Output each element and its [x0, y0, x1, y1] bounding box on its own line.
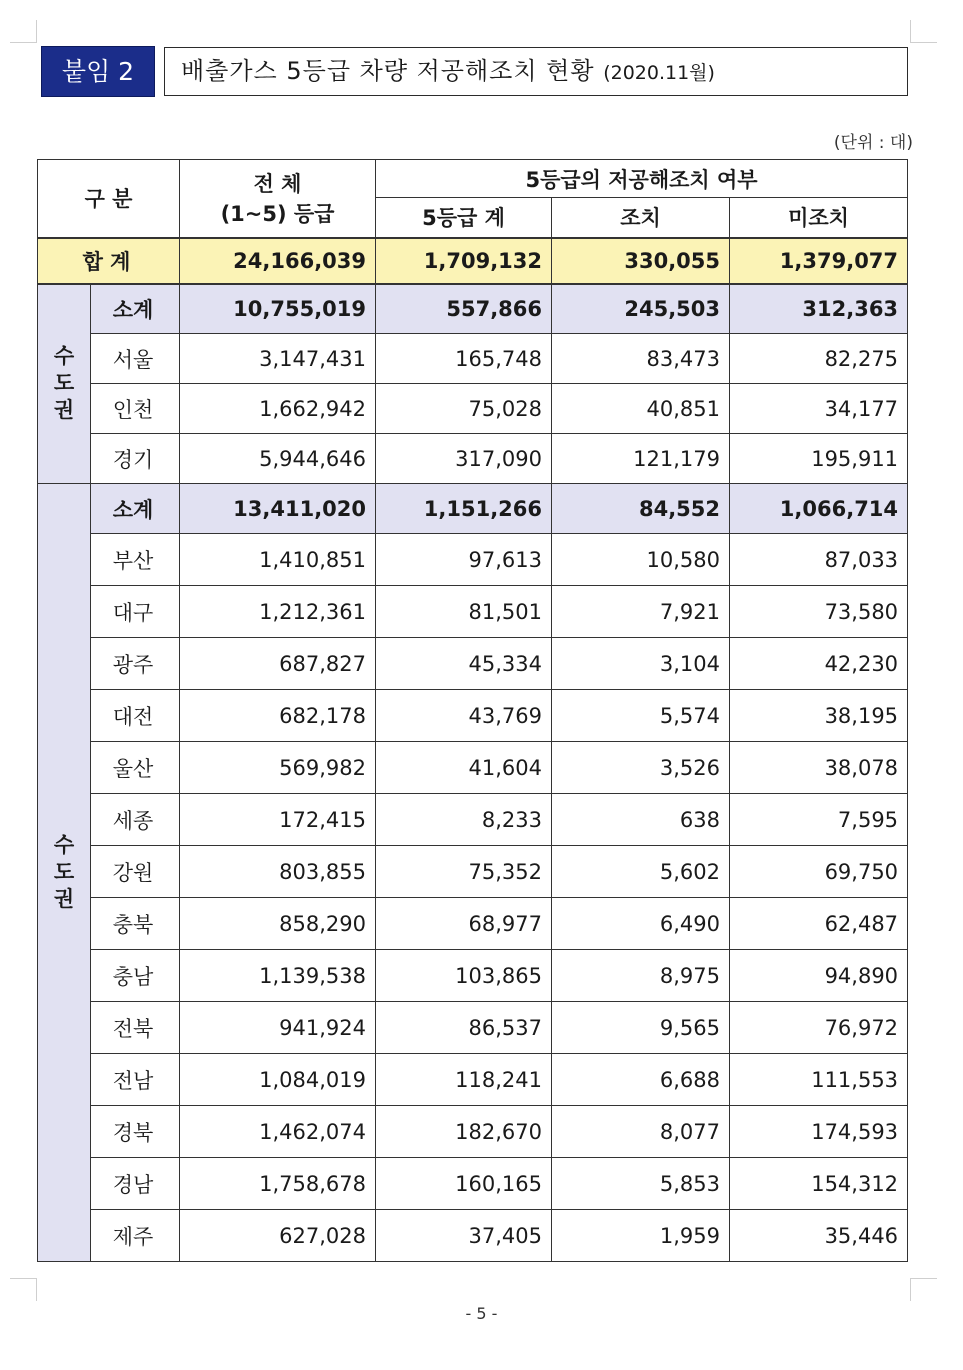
- table-row: [38, 794, 908, 846]
- table-row: [38, 846, 908, 898]
- row-cell: 160,165: [376, 1158, 552, 1210]
- table-row: [38, 1210, 908, 1262]
- total-cell: 1,709,132: [376, 238, 552, 284]
- header-total: [180, 160, 376, 238]
- row-cell: 62,487: [730, 898, 908, 950]
- table-row: [38, 638, 908, 690]
- subtotal-label: 소계: [91, 284, 180, 334]
- vehicle-table: [37, 159, 908, 1262]
- row-cell: 8,077: [552, 1106, 730, 1158]
- row-name: 인천: [91, 384, 180, 434]
- row-cell: 1,758,678: [180, 1158, 376, 1210]
- row-cell: 1,662,942: [180, 384, 376, 434]
- table-row: [38, 434, 908, 484]
- row-cell: 111,553: [730, 1054, 908, 1106]
- header-category: 구 분: [38, 160, 180, 238]
- row-name: 세종: [91, 794, 180, 846]
- row-cell: 86,537: [376, 1002, 552, 1054]
- row-cell: 803,855: [180, 846, 376, 898]
- row-name: 서울: [91, 334, 180, 384]
- row-cell: 118,241: [376, 1054, 552, 1106]
- row-cell: 1,212,361: [180, 586, 376, 638]
- total-cell: 1,379,077: [730, 238, 908, 284]
- row-cell: 174,593: [730, 1106, 908, 1158]
- table-row: [38, 586, 908, 638]
- row-cell: 9,565: [552, 1002, 730, 1054]
- subtotal-cell: 84,552: [552, 484, 730, 534]
- row-cell: 76,972: [730, 1002, 908, 1054]
- row-cell: 40,851: [552, 384, 730, 434]
- row-cell: 195,911: [730, 434, 908, 484]
- table-row: [38, 690, 908, 742]
- crop-mark-top-left: [10, 20, 37, 43]
- row-cell: 687,827: [180, 638, 376, 690]
- attachment-badge: 붙임 2: [42, 47, 154, 96]
- row-cell: 317,090: [376, 434, 552, 484]
- header-total-line1: 전 체: [253, 172, 302, 197]
- row-cell: 35,446: [730, 1210, 908, 1262]
- table-row: [38, 1054, 908, 1106]
- row-cell: 45,334: [376, 638, 552, 690]
- row-cell: 627,028: [180, 1210, 376, 1262]
- row-name: 대전: [91, 690, 180, 742]
- row-cell: 3,104: [552, 638, 730, 690]
- row-name: 강원: [91, 846, 180, 898]
- header-total-line2: (1~5) 등급: [220, 202, 335, 227]
- row-cell: 94,890: [730, 950, 908, 1002]
- row-cell: 154,312: [730, 1158, 908, 1210]
- row-cell: 5,944,646: [180, 434, 376, 484]
- subtotal-cell: 10,755,019: [180, 284, 376, 334]
- row-cell: 73,580: [730, 586, 908, 638]
- row-name: 경남: [91, 1158, 180, 1210]
- subtotal-row: [38, 284, 908, 334]
- row-cell: 83,473: [552, 334, 730, 384]
- row-cell: 43,769: [376, 690, 552, 742]
- row-name: 울산: [91, 742, 180, 794]
- row-cell: 103,865: [376, 950, 552, 1002]
- subtotal-cell: 312,363: [730, 284, 908, 334]
- row-cell: 941,924: [180, 1002, 376, 1054]
- row-cell: 38,078: [730, 742, 908, 794]
- table-row: [38, 950, 908, 1002]
- row-cell: 38,195: [730, 690, 908, 742]
- region-label: 수 도 권: [38, 284, 91, 484]
- row-cell: 75,352: [376, 846, 552, 898]
- row-name: 광주: [91, 638, 180, 690]
- crop-mark-bottom-left: [10, 1278, 37, 1301]
- row-cell: 41,604: [376, 742, 552, 794]
- row-cell: 3,526: [552, 742, 730, 794]
- row-name: 전남: [91, 1054, 180, 1106]
- subtotal-row: [38, 484, 908, 534]
- subtotal-label: 소계: [91, 484, 180, 534]
- table-row: [38, 898, 908, 950]
- table-row: [38, 1106, 908, 1158]
- header-grade5-total: 5등급 계: [376, 198, 552, 238]
- row-cell: 10,580: [552, 534, 730, 586]
- row-name: 충남: [91, 950, 180, 1002]
- row-name: 부산: [91, 534, 180, 586]
- table-row: [38, 1002, 908, 1054]
- table-row: [38, 334, 908, 384]
- row-cell: 569,982: [180, 742, 376, 794]
- row-name: 대구: [91, 586, 180, 638]
- unit-note: (단위 : 대): [833, 133, 913, 153]
- row-cell: 5,853: [552, 1158, 730, 1210]
- subtotal-cell: 1,066,714: [730, 484, 908, 534]
- region-label: 수 도 권: [38, 484, 91, 1262]
- row-cell: 97,613: [376, 534, 552, 586]
- subtotal-cell: 13,411,020: [180, 484, 376, 534]
- row-cell: 172,415: [180, 794, 376, 846]
- total-row: [38, 238, 908, 284]
- row-cell: 182,670: [376, 1106, 552, 1158]
- row-cell: 1,410,851: [180, 534, 376, 586]
- header-done: 조치: [552, 198, 730, 238]
- row-cell: 42,230: [730, 638, 908, 690]
- table-row: [38, 1158, 908, 1210]
- row-name: 전북: [91, 1002, 180, 1054]
- row-cell: 8,975: [552, 950, 730, 1002]
- row-cell: 34,177: [730, 384, 908, 434]
- row-cell: 682,178: [180, 690, 376, 742]
- row-cell: 5,602: [552, 846, 730, 898]
- table-row: [38, 534, 908, 586]
- crop-mark-bottom-right: [910, 1278, 937, 1301]
- row-name: 경북: [91, 1106, 180, 1158]
- title-text: 배출가스 5등급 차량 저공해조치 현황: [181, 57, 595, 85]
- row-cell: 7,595: [730, 794, 908, 846]
- table-row: [38, 742, 908, 794]
- row-cell: 165,748: [376, 334, 552, 384]
- header-not-done: 미조치: [730, 198, 908, 238]
- row-name: 경기: [91, 434, 180, 484]
- row-cell: 6,688: [552, 1054, 730, 1106]
- row-cell: 1,139,538: [180, 950, 376, 1002]
- row-name: 충북: [91, 898, 180, 950]
- row-cell: 1,084,019: [180, 1054, 376, 1106]
- row-cell: 1,959: [552, 1210, 730, 1262]
- row-cell: 7,921: [552, 586, 730, 638]
- page-number: - 5 -: [465, 1304, 498, 1323]
- row-cell: 8,233: [376, 794, 552, 846]
- row-cell: 82,275: [730, 334, 908, 384]
- row-cell: 75,028: [376, 384, 552, 434]
- row-cell: 638: [552, 794, 730, 846]
- total-label: 합 계: [38, 238, 180, 284]
- subtotal-cell: 557,866: [376, 284, 552, 334]
- row-cell: 1,462,074: [180, 1106, 376, 1158]
- table-row: [38, 384, 908, 434]
- row-cell: 6,490: [552, 898, 730, 950]
- subtotal-cell: 1,151,266: [376, 484, 552, 534]
- document-title: [164, 47, 908, 96]
- row-cell: 121,179: [552, 434, 730, 484]
- row-cell: 69,750: [730, 846, 908, 898]
- row-cell: 68,977: [376, 898, 552, 950]
- row-cell: 87,033: [730, 534, 908, 586]
- row-cell: 5,574: [552, 690, 730, 742]
- row-cell: 3,147,431: [180, 334, 376, 384]
- title-date: (2020.11월): [603, 62, 715, 84]
- crop-mark-top-right: [910, 20, 937, 43]
- row-cell: 37,405: [376, 1210, 552, 1262]
- subtotal-cell: 245,503: [552, 284, 730, 334]
- row-name: 제주: [91, 1210, 180, 1262]
- row-cell: 81,501: [376, 586, 552, 638]
- total-cell: 330,055: [552, 238, 730, 284]
- total-cell: 24,166,039: [180, 238, 376, 284]
- row-cell: 858,290: [180, 898, 376, 950]
- header-group: 5등급의 저공해조치 여부: [376, 160, 908, 198]
